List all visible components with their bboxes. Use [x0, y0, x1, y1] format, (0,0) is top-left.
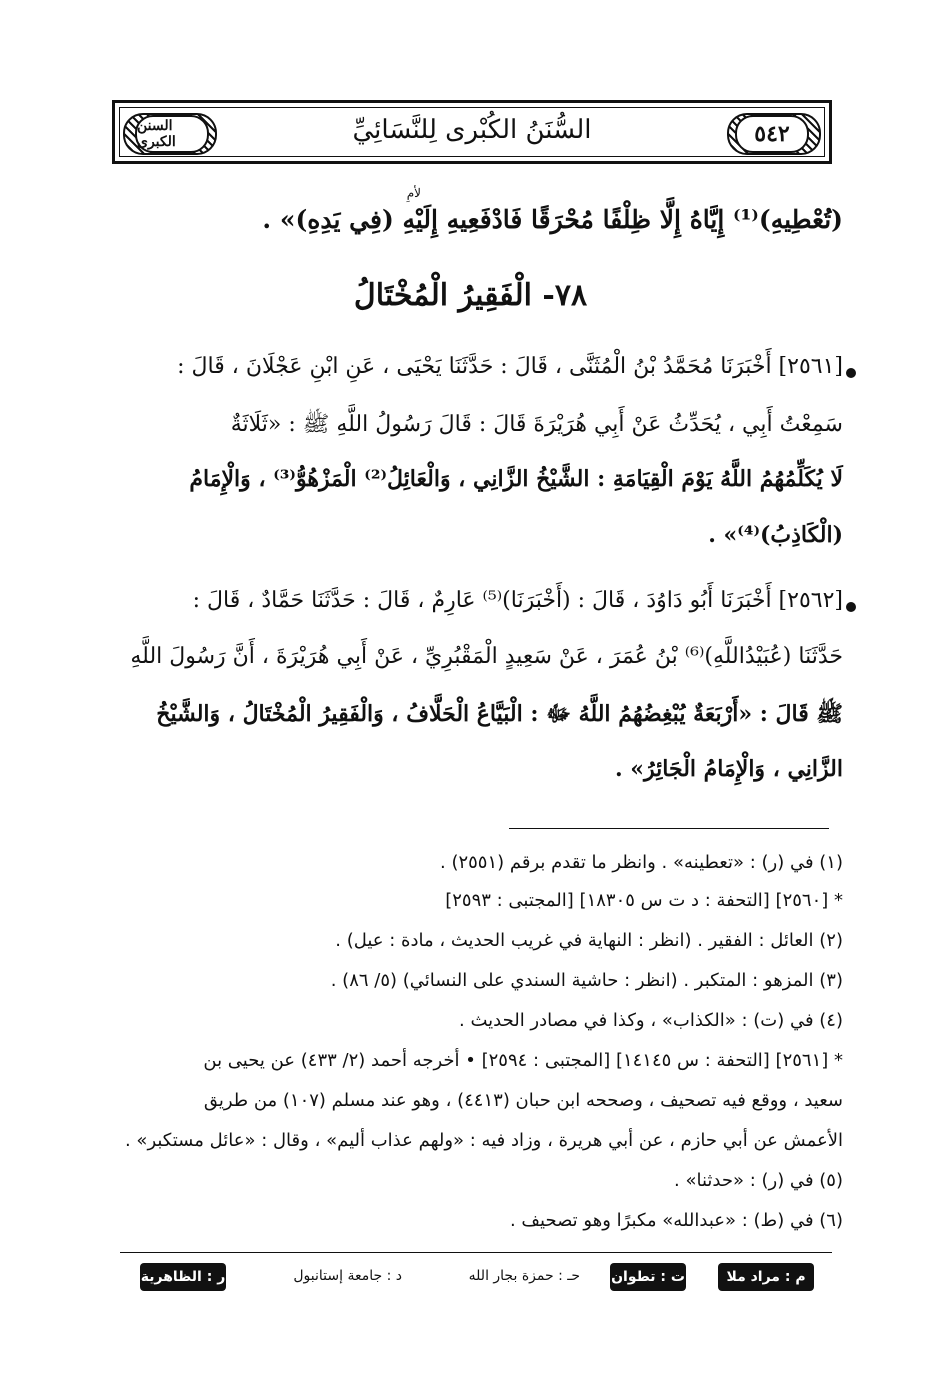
footnote: * [٢٥٦٠] [التحفة : د ت س ١٨٣٠٥] [المجتبى : ٢٥٩٣]	[445, 890, 843, 911]
hadith-2561-line-2: سَمِعْتُ أَبِي ، يُحَدِّثُ عَنْ أَبِي هُرَيْرَةَ قَالَ : قَالَ رَسُولُ اللَّهِ ﷺ : «ثَلَاثَةٌ	[230, 412, 843, 437]
manuscript-tag: م : مراد ملا	[718, 1263, 814, 1291]
bullet-icon	[846, 602, 856, 612]
hadith-2562-line-1: [٢٥٦٢] أَخْبَرَنَا أَبُو دَاوُدَ ، قَالَ : (أَخْبَرَنَا)⁽⁵⁾ عَارِمٌ ، قَالَ : حَدَّثَنَا حَمَّادٌ ، قَالَ :	[192, 588, 843, 613]
footnote: الأعمش عن أبي حازم ، عن أبي هريرة ، وزاد فيه : «ولهم عذاب أليم» ، وقال : «عائل مستكبر» .	[124, 1130, 843, 1151]
footnote-divider	[509, 828, 829, 829]
manuscript-label: حـ : حمزة بجار الله	[468, 1268, 580, 1284]
ornament-right-icon	[727, 113, 821, 155]
manuscript-tag: ر : الظاهرية	[140, 1263, 226, 1291]
manuscript-tag: ت : تطوان	[610, 1263, 686, 1291]
hadith-2561-line-4: (الْكَاذِبُ)⁽⁴⁾» .	[708, 522, 843, 548]
logo-badge: السنن الكبرى	[135, 115, 209, 153]
hadith-2561-line-1: [٢٥٦١] أَخْبَرَنَا مُحَمَّدُ بْنُ الْمُثَنَّى ، قَالَ : حَدَّثَنَا يَحْيَى ، عَنِ ابْنِ عَجْلَانَ ، قَالَ :	[177, 354, 843, 379]
manuscript-label: د : جامعة إستانبول	[293, 1268, 402, 1284]
hadith-2561-line-3: لَا يُكَلِّمُهُمُ اللَّهُ يَوْمَ الْقِيَامَةِ : الشَّيْخُ الزَّانِي ، وَالْعَائِلُ⁽²⁾ الْمَزْهُوُّ⁽³⁾ ، وَالْإِمَامُ	[189, 466, 843, 492]
chapter-heading: ٧٨- الْفَقِيرُ الْمُخْتَالُ	[353, 278, 588, 313]
footnote: (٦) في (ط) : «عبدالله» مكبرًا وهو تصحيف .	[509, 1210, 843, 1231]
footnote: * [٢٥٦١] [التحفة : س ١٤١٤٥] [المجتبى : ٢٥٩٤] • أخرجه أحمد (٢/ ٤٣٣) عن يحيى بن	[203, 1050, 843, 1071]
running-title: السُّنَنُ الكُبْرى لِلنَّسَائِيِّ	[352, 115, 592, 145]
bullet-icon	[846, 368, 856, 378]
continuation-line: (تُعْطِيهِ)⁽¹⁾ إِيَّاهُ إِلَّا ظِلْفًا مُحْرَقًا فَادْفَعِيهِ إِلَيْهِ (فِي يَدِهِ)» .	[262, 205, 843, 234]
footnote: (١) في (ر) : «تعطينه» . وانظر ما تقدم برقم (٢٥٥١) .	[440, 852, 843, 873]
hadith-2562-line-2: حَدَّثَنَا (عُبَيْدُاللَّهِ)⁽⁶⁾ بْنُ عُمَرَ ، عَنْ سَعِيدٍ الْمَقْبُرِيِّ ، عَنْ أَبِي هُرَيْرَةَ ، أَنَّ رَسُولَ اللَّهِ	[130, 644, 843, 669]
footer-divider	[120, 1252, 832, 1253]
page-number: ٥٤٢	[735, 115, 809, 153]
footnote: (٢) العائل : الفقير . (انظر : النهاية في غريب الحديث ، مادة : عيل) .	[335, 930, 843, 951]
hadith-2562-line-3: ﷺ قَالَ : «أَرْبَعَةٌ يُبْغِضُهُمُ اللَّهُ ﷻ : الْبَيَّاعُ الْحَلَّافُ ، وَالْفَقِيرُ الْمُخْتَالُ ، وَالشَّيْخُ	[156, 701, 843, 727]
margin-note: لأمِ	[406, 186, 421, 200]
footnote: (٥) في (ر) : «حدثنا» .	[674, 1170, 843, 1191]
footnote: (٤) في (ت) : «الكذاب» ، وكذا في مصادر الحديث .	[459, 1010, 843, 1031]
hadith-2562-line-4: الزَّانِي ، وَالْإِمَامُ الْجَائِرُ» .	[614, 756, 843, 782]
footnote: (٣) المزهو : المتكبر . (انظر : حاشية السندي على النسائي) (٥/ ٨٦) .	[330, 970, 843, 991]
footnote: سعيد ، ووقع فيه تصحيف ، وصححه ابن حبان (٤٤١٣) ، وهو عند مسلم (١٠٧) من طريق	[203, 1090, 843, 1111]
ornament-left-icon	[123, 113, 217, 155]
page-header	[112, 100, 832, 164]
